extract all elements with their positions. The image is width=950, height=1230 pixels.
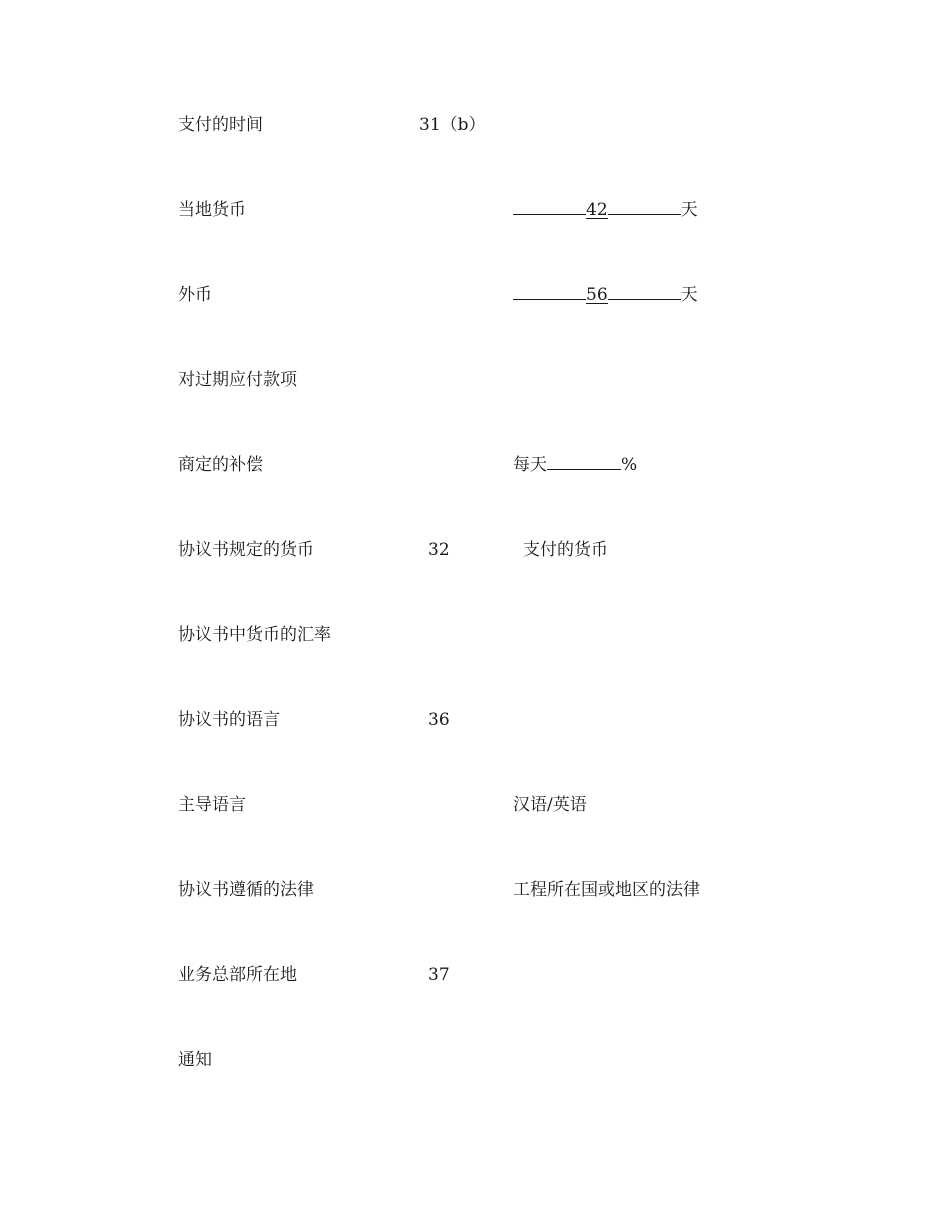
value-compensation — [513, 453, 637, 477]
value-agreement-currency: 支付的货币 — [523, 540, 608, 560]
blank-line — [608, 283, 681, 300]
clause-headquarters: 37 — [428, 965, 450, 985]
blank-line — [513, 283, 586, 300]
value-foreign-currency — [513, 283, 698, 307]
row-agreement-language — [0, 708, 950, 732]
prefix-compensation: 每天 — [513, 455, 547, 475]
suffix-compensation: % — [621, 455, 638, 475]
blank-line — [513, 198, 586, 215]
row-headquarters — [0, 963, 950, 987]
label-notice: 通知 — [178, 1050, 212, 1070]
value-governing-law: 工程所在国或地区的法律 — [513, 880, 700, 900]
row-local-currency — [0, 198, 950, 222]
days-local-currency: 42 — [586, 200, 608, 220]
value-ruling-language: 汉语/英语 — [513, 795, 587, 815]
label-governing-law: 协议书遵循的法律 — [178, 880, 314, 900]
row-foreign-currency — [0, 283, 950, 307]
label-exchange-rate: 协议书中货币的汇率 — [178, 625, 331, 645]
blank-line — [547, 453, 621, 470]
row-exchange-rate — [0, 623, 950, 647]
label-headquarters: 业务总部所在地 — [178, 965, 297, 985]
row-ruling-language — [0, 793, 950, 817]
clause-agreement-language: 36 — [428, 710, 450, 730]
label-foreign-currency: 外币 — [178, 285, 212, 305]
label-overdue: 对过期应付款项 — [178, 370, 297, 390]
unit-local-currency: 天 — [680, 200, 698, 220]
value-local-currency — [513, 198, 698, 222]
clause-payment-time: 31（b） — [419, 115, 486, 135]
label-agreement-currency: 协议书规定的货币 — [178, 540, 314, 560]
clause-agreement-currency: 32 — [428, 540, 450, 560]
row-compensation — [0, 453, 950, 477]
row-overdue — [0, 368, 950, 392]
row-agreement-currency — [0, 538, 950, 562]
label-payment-time: 支付的时间 — [178, 115, 263, 135]
label-compensation: 商定的补偿 — [178, 455, 263, 475]
label-local-currency: 当地货币 — [178, 200, 246, 220]
unit-foreign-currency: 天 — [680, 285, 698, 305]
days-foreign-currency: 56 — [586, 285, 608, 305]
row-governing-law — [0, 878, 950, 902]
row-payment-time — [0, 113, 950, 137]
row-notice — [0, 1048, 950, 1072]
label-agreement-language: 协议书的语言 — [178, 710, 280, 730]
blank-line — [608, 198, 681, 215]
label-ruling-language: 主导语言 — [178, 795, 246, 815]
